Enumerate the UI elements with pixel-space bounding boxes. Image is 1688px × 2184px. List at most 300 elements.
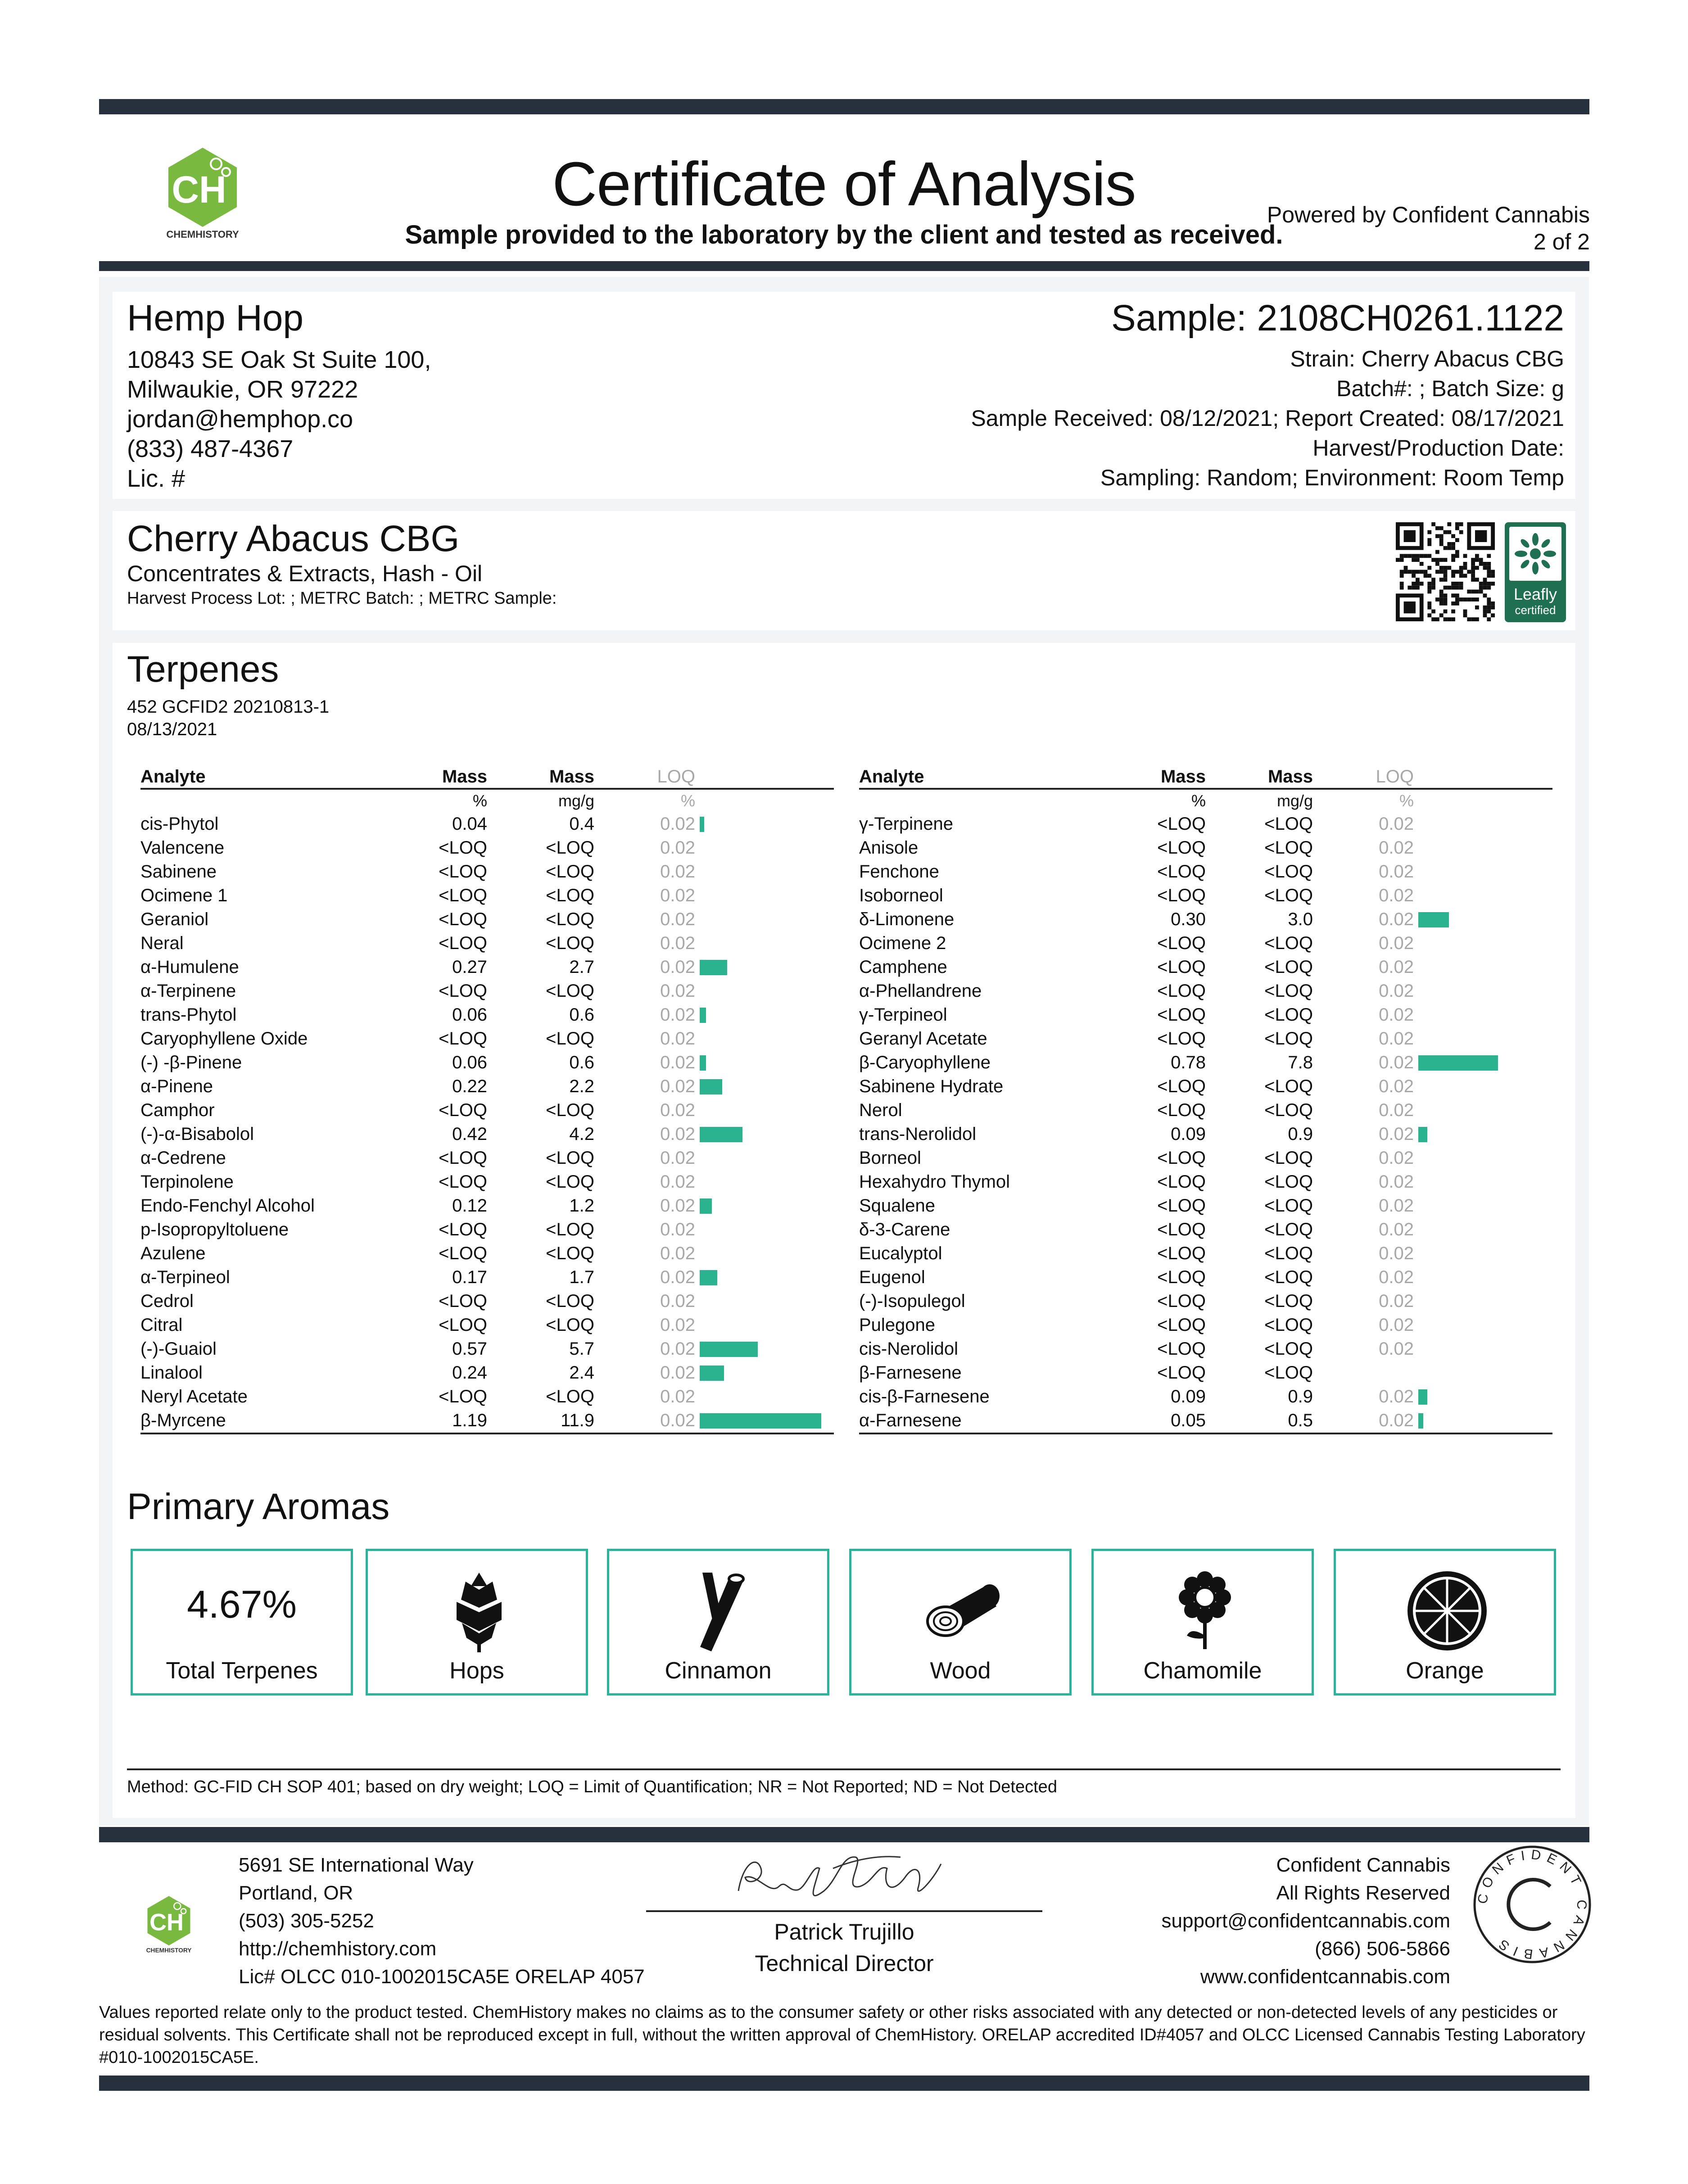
aroma-wood: [849, 1549, 1072, 1696]
analyte-name: cis-Nerolidol: [859, 1339, 959, 1359]
analyte-name: Camphor: [140, 1100, 215, 1120]
qr-module: [1455, 538, 1459, 542]
qr-module: [1439, 590, 1444, 594]
qr-module: [1451, 542, 1455, 546]
qr-module: [1451, 546, 1455, 550]
qr-module: [1487, 554, 1491, 558]
table-row: [140, 884, 834, 908]
qr-module: [1455, 601, 1459, 606]
analyte-name: γ-Terpineol: [859, 1005, 947, 1025]
mass-mgg: <LOQ: [1264, 1148, 1313, 1168]
qr-module: [1483, 606, 1487, 610]
signer-name: Patrick Trujillo: [774, 1919, 914, 1944]
table-row: [859, 1099, 1552, 1122]
qr-module: [1407, 570, 1412, 574]
table-row: [859, 812, 1552, 836]
mass-pct: 0.30: [1171, 909, 1206, 929]
concentration-bar: [1418, 1389, 1427, 1405]
mass-mgg: 1.2: [569, 1196, 594, 1216]
analyte-name: β-Caryophyllene: [859, 1053, 991, 1072]
mass-mgg: 7.8: [1288, 1053, 1313, 1072]
qr-module: [1471, 570, 1475, 574]
mass-pct: <LOQ: [1157, 838, 1206, 858]
qr-module: [1491, 582, 1495, 586]
table-row: [140, 1289, 834, 1313]
concentration-bar: [1418, 1127, 1427, 1142]
qr-module: [1416, 558, 1420, 562]
qr-module: [1475, 554, 1479, 558]
client-email: jordan@hemphop.co: [127, 406, 353, 433]
table-row: [140, 1003, 834, 1027]
analyte-name: Neryl Acetate: [140, 1387, 248, 1406]
table-row: [140, 955, 834, 979]
mass-pct: <LOQ: [439, 1029, 487, 1049]
qr-module: [1479, 582, 1483, 586]
mass-mgg: 0.5: [1206, 1409, 1313, 1433]
mass-pct: <LOQ: [1157, 1100, 1206, 1120]
loq-value: 0.02: [660, 886, 695, 905]
qr-module: [1424, 574, 1428, 578]
analyte-name: Anisole: [859, 838, 919, 858]
qr-module: [1487, 586, 1491, 590]
qr-module: [1412, 582, 1416, 586]
mass-mgg: <LOQ: [1264, 1005, 1313, 1025]
analyte-name: Nerol: [859, 1100, 902, 1120]
loq-value: 0.02: [660, 1339, 695, 1359]
qr-module: [1491, 574, 1495, 578]
mass-mgg: <LOQ: [1264, 1339, 1313, 1359]
mass-mgg: <LOQ: [546, 1291, 594, 1311]
bar-cell: [1414, 1170, 1552, 1194]
table-row: [140, 1051, 834, 1075]
leafly-text: Leafly: [1513, 585, 1557, 603]
concentration-bar: [700, 1127, 742, 1142]
mass-mgg: <LOQ: [546, 862, 594, 882]
table-row: [140, 1313, 834, 1337]
qr-module: [1459, 570, 1463, 574]
mass-mgg: 0.6: [569, 1005, 594, 1025]
mass-pct: <LOQ: [439, 981, 487, 1001]
qr-module: [1427, 566, 1431, 570]
qr-module: [1459, 566, 1463, 570]
mass-mgg: <LOQ: [546, 1315, 594, 1335]
table-row: [859, 1194, 1552, 1218]
analyte-name: Neral: [140, 933, 184, 953]
signature-line: [646, 1910, 1042, 1912]
loq-value: 0.02: [660, 1100, 695, 1120]
qr-module: [1447, 566, 1451, 570]
loq-value: 0.02: [1379, 1053, 1414, 1072]
bar-cell: [1414, 1361, 1552, 1385]
leafly-sub: certified: [1515, 603, 1556, 617]
analyte-name: (-)-α-Bisabolol: [140, 1124, 254, 1144]
qr-module: [1487, 617, 1491, 621]
qr-module: [1431, 558, 1435, 562]
logo-caption: CHEMHISTORY: [166, 229, 239, 240]
analyte-name: Hexahydro Thymol: [859, 1172, 1010, 1192]
qr-module: [1479, 586, 1483, 590]
qr-module: [1444, 586, 1448, 590]
mass-pct: 0.24: [452, 1363, 487, 1383]
bar-cell: [695, 979, 834, 1003]
client-address-2: Milwaukie, OR 97222: [127, 376, 358, 403]
qr-module: [1471, 617, 1475, 621]
loq-value: 0.02: [1379, 1315, 1414, 1335]
mass-pct: 0.06: [452, 1053, 487, 1072]
mass-mgg: <LOQ: [546, 886, 594, 905]
qr-module: [1483, 578, 1487, 582]
loq-value: 0.02: [594, 1409, 695, 1433]
mass-pct: 0.06: [452, 1005, 487, 1025]
qr-module: [1455, 522, 1459, 526]
qr-module: [1487, 574, 1491, 578]
cc-phone: (866) 506-5866: [1315, 1938, 1450, 1960]
qr-module: [1420, 554, 1424, 558]
confident-cannabis-seal: [1471, 1844, 1593, 1965]
table-row: [859, 1027, 1552, 1051]
mass-pct: <LOQ: [1157, 862, 1206, 882]
mass-pct: 0.78: [1171, 1053, 1206, 1072]
client-phone: (833) 487-4367: [127, 435, 294, 462]
analyte-name: β-Myrcene: [140, 1409, 411, 1433]
qr-module: [1439, 534, 1444, 538]
table-row: [859, 1266, 1552, 1289]
col-analyte: Analyte: [859, 765, 1129, 789]
qr-module: [1455, 526, 1459, 530]
unit-pct: %: [472, 791, 487, 810]
unit-mgg: mg/g: [1276, 791, 1313, 810]
mass-mgg: <LOQ: [546, 909, 594, 929]
concentration-bar: [700, 1413, 821, 1429]
qr-module: [1455, 597, 1459, 601]
mass-pct: 0.42: [452, 1124, 487, 1144]
table-row: [140, 979, 834, 1003]
bar-cell: [695, 1313, 834, 1337]
analyte-name: Cedrol: [140, 1291, 194, 1311]
concentration-bar: [1418, 1055, 1498, 1071]
qr-module: [1483, 593, 1487, 597]
qr-module: [1400, 586, 1404, 590]
qr-code[interactable]: [1396, 522, 1495, 621]
bar-cell: [1414, 1218, 1552, 1242]
bar-cell: [695, 1146, 834, 1170]
table-row: [859, 1218, 1552, 1242]
qr-module: [1451, 593, 1455, 597]
table-row: [859, 1313, 1552, 1337]
mass-mgg: <LOQ: [546, 933, 594, 953]
qr-module: [1431, 610, 1435, 614]
loq-value: 0.02: [660, 1196, 695, 1216]
mass-pct: <LOQ: [439, 862, 487, 882]
loq-value: 0.02: [660, 1291, 695, 1311]
analyte-name: Camphene: [859, 957, 947, 977]
qr-module: [1427, 586, 1431, 590]
analyte-name: α-Cedrene: [140, 1148, 226, 1168]
loq-value: 0.02: [1379, 933, 1414, 953]
mass-pct: <LOQ: [439, 1315, 487, 1335]
analyte-name: α-Pinene: [140, 1076, 213, 1096]
concentration-bar: [700, 817, 704, 832]
method-divider: [127, 1768, 1561, 1770]
qr-module: [1471, 566, 1475, 570]
qr-module: [1431, 617, 1435, 621]
loq-value: 0.02: [660, 1267, 695, 1287]
qr-module: [1451, 582, 1455, 586]
product-type: Concentrates & Extracts, Hash - Oil: [127, 561, 483, 586]
mass-pct: <LOQ: [1157, 1076, 1206, 1096]
aroma-cinnamon: [607, 1549, 829, 1696]
analyte-name: α-Humulene: [140, 957, 239, 977]
loq-value: 0.02: [1379, 1196, 1414, 1216]
bar-cell: [1414, 1385, 1552, 1409]
mass-pct: 0.17: [452, 1267, 487, 1287]
aroma-label: Chamomile: [1143, 1658, 1262, 1684]
powered-by: Powered by Confident Cannabis: [1267, 202, 1590, 227]
loq-value: 0.02: [660, 1315, 695, 1335]
bar-cell: [695, 1170, 834, 1194]
qr-module: [1412, 554, 1416, 558]
header-bottom-bar: [99, 261, 1589, 271]
bar-cell: [695, 884, 834, 908]
col-mass-pct: Mass: [411, 765, 487, 789]
qr-module: [1439, 578, 1444, 582]
disclaimer: Values reported relate only to the product tested. ChemHistory makes no claims as to the consumer safety or other risks associated with any detected or non-detected levels of any pesticides or residual solvents. This Certificate shall not be reproduced except in full, without the written approval of ChemHistory. ORELAP accredited ID#4057 and OLCC Licensed Cannabis Testing Laboratory #010-1002015CA5E.: [99, 2003, 1585, 2067]
logo-text: CH: [172, 168, 226, 211]
loq-value: 0.02: [1379, 1076, 1414, 1096]
analyte-name: α-Phellandrene: [859, 981, 982, 1001]
analyte-name: (-)-Guaiol: [140, 1339, 217, 1359]
loq-value: 0.02: [1379, 1387, 1414, 1406]
qr-module: [1427, 530, 1431, 534]
loq-value: 0.02: [1379, 862, 1414, 882]
loq-value: 0.02: [660, 862, 695, 882]
mass-pct: 0.27: [452, 957, 487, 977]
table-row: [140, 1218, 834, 1242]
lab-address-2: Portland, OR: [239, 1882, 353, 1904]
mass-pct: 0.12: [452, 1196, 487, 1216]
mass-mgg: 2.4: [569, 1363, 594, 1383]
loq-value: 0.02: [1379, 1148, 1414, 1168]
qr-module: [1471, 558, 1475, 562]
concentration-bar: [700, 1342, 758, 1357]
analyte-name: Squalene: [859, 1196, 936, 1216]
bar-cell: [1414, 1003, 1552, 1027]
col-mass-pct: Mass: [1129, 765, 1206, 789]
mass-mgg: <LOQ: [1264, 1196, 1313, 1216]
table-row: [859, 1051, 1552, 1075]
sample-dates: Sample Received: 08/12/2021; Report Created: 08/17/2021: [971, 406, 1564, 431]
table-row: [140, 1170, 834, 1194]
loq-value: 0.02: [660, 1243, 695, 1263]
mass-mgg: <LOQ: [546, 1172, 594, 1192]
bar-cell: [695, 1289, 834, 1313]
bar-cell: [1414, 1027, 1552, 1051]
analyte-name: (-)-Isopulegol: [859, 1291, 965, 1311]
qr-module: [1451, 534, 1455, 538]
bar-cell: [1414, 1242, 1552, 1266]
qr-module: [1459, 582, 1463, 586]
table-row: [859, 1146, 1552, 1170]
table-row: [859, 908, 1552, 931]
qr-module: [1483, 586, 1487, 590]
mass-mgg: <LOQ: [546, 1220, 594, 1239]
concentration-bar: [1418, 1413, 1423, 1429]
mass-mgg: 5.7: [569, 1339, 594, 1359]
bar-cell: [695, 812, 834, 836]
qr-module: [1463, 566, 1467, 570]
mass-mgg: <LOQ: [1264, 1243, 1313, 1263]
mass-pct: <LOQ: [439, 1243, 487, 1263]
bar-cell: [1414, 884, 1552, 908]
table-row: [859, 1242, 1552, 1266]
qr-module: [1459, 586, 1463, 590]
analyte-name: Eugenol: [859, 1267, 925, 1287]
analyte-name: p-Isopropyltoluene: [140, 1220, 289, 1239]
qr-module: [1439, 613, 1444, 617]
analyte-name: Linalool: [140, 1363, 203, 1383]
qr-module: [1435, 526, 1439, 530]
units-bar-spacer: [1414, 789, 1552, 812]
cc-email[interactable]: support@confidentcannabis.com: [1161, 1910, 1450, 1932]
concentration-bar: [700, 960, 727, 975]
analyte-name: Borneol: [859, 1148, 921, 1168]
qr-module: [1412, 558, 1416, 562]
qr-module: [1444, 601, 1448, 606]
qr-module: [1439, 526, 1444, 530]
loq-value: 0.02: [1379, 1029, 1414, 1049]
bar-cell: [695, 1409, 834, 1433]
lab-website[interactable]: http://chemhistory.com: [239, 1938, 437, 1960]
qr-module: [1420, 582, 1424, 586]
mass-mgg: 0.6: [569, 1053, 594, 1072]
bar-cell: [695, 1361, 834, 1385]
bar-cell: [695, 1051, 834, 1075]
footer-logo-text: CH: [149, 1909, 184, 1936]
cc-website[interactable]: www.confidentcannabis.com: [1200, 1966, 1450, 1988]
qr-module: [1431, 582, 1435, 586]
table-row: [140, 1122, 834, 1146]
qr-module: [1435, 562, 1439, 566]
table-row: [140, 1242, 834, 1266]
qr-module: [1491, 601, 1495, 606]
qr-module: [1451, 586, 1455, 590]
qr-module: [1491, 570, 1495, 574]
table-row: [140, 1075, 834, 1099]
qr-module: [1427, 542, 1431, 546]
qr-module: [1463, 610, 1467, 614]
loq-value: 0.02: [1379, 957, 1414, 977]
bar-cell: [695, 1337, 834, 1361]
terpenes-date: 08/13/2021: [127, 719, 217, 739]
unit-loq: %: [680, 791, 695, 810]
qr-module: [1424, 570, 1428, 574]
qr-module: [1444, 530, 1448, 534]
bar-cell: [695, 908, 834, 931]
qr-module: [1475, 566, 1479, 570]
loq-value: 0.02: [660, 1029, 695, 1049]
table-row: [859, 1337, 1552, 1361]
aroma-label: Orange: [1406, 1658, 1484, 1684]
qr-module: [1451, 558, 1455, 562]
qr-module: [1412, 574, 1416, 578]
mass-pct: <LOQ: [1157, 1172, 1206, 1192]
loq-value: 0.02: [1379, 1339, 1414, 1359]
bar-cell: [1414, 1051, 1552, 1075]
bar-cell: [695, 1003, 834, 1027]
mass-mgg: <LOQ: [546, 1243, 594, 1263]
qr-module: [1439, 558, 1444, 562]
bar-cell: [695, 1266, 834, 1289]
table-row: [140, 836, 834, 860]
analyte-name: δ-Limonene: [859, 909, 955, 929]
col-loq: LOQ: [594, 765, 695, 789]
table-row: [859, 1385, 1552, 1409]
bar-cell: [1414, 1289, 1552, 1313]
qr-module: [1471, 597, 1475, 601]
analyte-name: α-Terpinene: [140, 981, 236, 1001]
loq-value: 0.02: [660, 814, 695, 834]
qr-module: [1459, 530, 1463, 534]
loq-value: 0.02: [1313, 1409, 1414, 1433]
qr-module: [1444, 566, 1448, 570]
qr-module: [1424, 554, 1428, 558]
analyte-name: Pulegone: [859, 1315, 936, 1335]
seal-text: CONFIDENT CANNABIS: [1475, 1847, 1589, 1962]
qr-module: [1475, 558, 1479, 562]
cc-rights: All Rights Reserved: [1276, 1882, 1450, 1904]
orange-icon: [1402, 1568, 1492, 1654]
mass-pct: <LOQ: [1157, 1005, 1206, 1025]
table-row: [140, 1361, 834, 1385]
qr-module: [1435, 597, 1439, 601]
analyte-name: Sabinene: [140, 862, 217, 882]
qr-module: [1467, 597, 1471, 601]
sample-strain: Strain: Cherry Abacus CBG: [1290, 346, 1564, 371]
table-row: [140, 1027, 834, 1051]
analyte-name: trans-Phytol: [140, 1005, 237, 1025]
loq-value: 0.02: [1379, 838, 1414, 858]
mass-mgg: <LOQ: [1264, 814, 1313, 834]
qr-module: [1475, 617, 1479, 621]
qr-module: [1451, 617, 1455, 621]
mass-pct: <LOQ: [1157, 1363, 1206, 1383]
loq-value: 0.02: [1379, 886, 1414, 905]
mass-pct: <LOQ: [1157, 1291, 1206, 1311]
mass-pct: 0.09: [1171, 1124, 1206, 1144]
aroma-label: Cinnamon: [665, 1658, 772, 1684]
sample-sampling: Sampling: Random; Environment: Room Temp: [1100, 465, 1564, 490]
bar-cell: [1414, 1075, 1552, 1099]
bar-cell: [695, 860, 834, 884]
qr-module: [1451, 570, 1455, 574]
sample-harvest: Harvest/Production Date:: [1312, 435, 1564, 461]
product-lot: Harvest Process Lot: ; METRC Batch: ; METRC Sample:: [127, 589, 557, 608]
sample-batch: Batch#: ; Batch Size: g: [1336, 376, 1564, 401]
total-terpenes-label: Total Terpenes: [166, 1658, 318, 1684]
mass-mgg: <LOQ: [1264, 1029, 1313, 1049]
unit-pct: %: [1191, 791, 1206, 810]
mass-mgg: <LOQ: [1264, 1100, 1313, 1120]
qr-module: [1427, 590, 1431, 594]
qr-module: [1427, 554, 1431, 558]
analyte-name: Valencene: [140, 838, 225, 858]
col-bar: [1414, 765, 1552, 789]
qr-module: [1444, 597, 1448, 601]
qr-module: [1435, 558, 1439, 562]
aroma-orange: [1334, 1549, 1556, 1696]
qr-module: [1447, 617, 1451, 621]
qr-module: [1487, 606, 1491, 610]
